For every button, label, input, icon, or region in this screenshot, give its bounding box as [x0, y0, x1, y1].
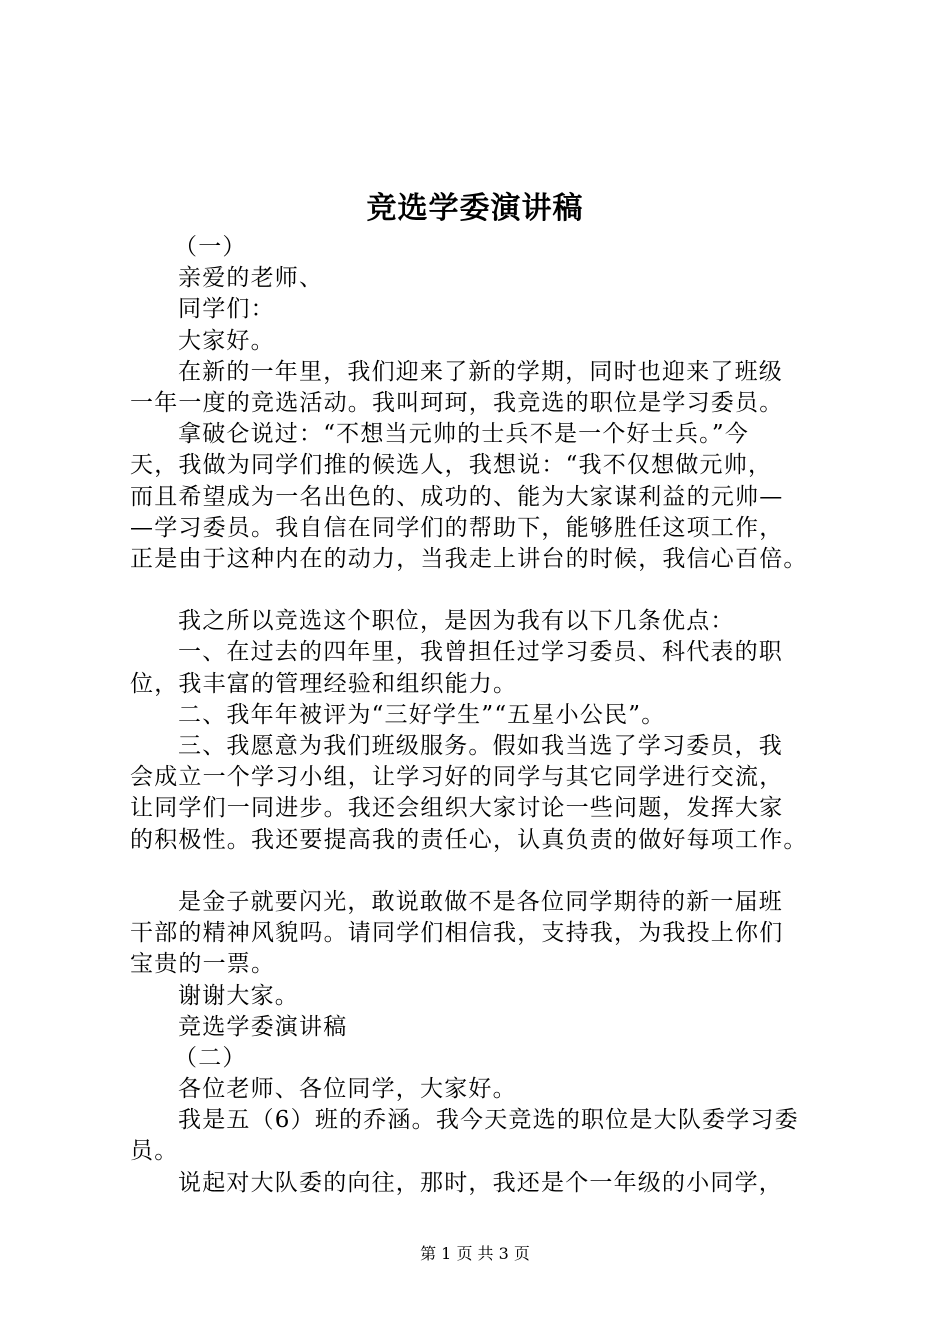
paragraph-line: 天，我做为同学们推的候选人，我想说：“我不仅想做元帅， [130, 452, 773, 479]
paragraph-line: （一） [174, 234, 247, 260]
paragraph-line: 我之所以竞选这个职位，是因为我有以下几条优点： [178, 608, 735, 635]
paragraph-line: 拿破仑说过：“不想当元帅的士兵不是一个好士兵。”今 [178, 421, 750, 448]
document-body [130, 232, 850, 1199]
paragraph-line: 会成立一个学习小组，让学习好的同学与其它同学进行交流， [130, 764, 784, 791]
paragraph-line: （二） [174, 1044, 247, 1071]
paragraph-line: 正是由于这种内在的动力，当我走上讲台的时候，我信心百倍。 [130, 545, 808, 572]
paragraph-line: 三、我愿意为我们班级服务。假如我当选了学习委员，我 [178, 733, 783, 759]
paragraph-line: 说起对大队委的向往，那时，我还是个一年级的小同学， [178, 1169, 783, 1196]
paragraph-line: 让同学们一同进步。我还会组织大家讨论一些问题，发挥大家 [130, 795, 784, 822]
paragraph-line: 同学们： [178, 296, 275, 323]
paragraph-line: 宝贵的一票。 [130, 951, 276, 978]
paragraph-line: 员。 [130, 1138, 179, 1165]
paragraph-line: 在新的一年里，我们迎来了新的学期，同时也迎来了班级 [178, 358, 783, 385]
paragraph-line: 大家好。 [178, 327, 275, 354]
paragraph-gap [130, 575, 850, 606]
paragraph-line: 而且希望成为一名出色的、成功的、能为大家谋利益的元帅— [130, 483, 784, 510]
page-footer: 第 1 页 共 3 页 [420, 1244, 530, 1263]
paragraph-gap [130, 856, 850, 887]
paragraph-line: 二、我年年被评为“三好学生”“五星小公民”。 [178, 701, 666, 728]
paragraph-line: 亲爱的老师、 [178, 265, 324, 292]
paragraph-line: 位，我丰富的管理经验和组织能力。 [130, 670, 518, 697]
page-title: 竞选学委演讲稿 [366, 191, 584, 226]
paragraph-line: 一年一度的竞选活动。我叫珂珂，我竞选的职位是学习委员。 [130, 389, 784, 416]
paragraph-line: 是金子就要闪光，敢说敢做不是各位同学期待的新一届班 [178, 888, 783, 915]
paragraph-line: 竞选学委演讲稿 [178, 1013, 348, 1040]
paragraph-line: 各位老师、各位同学，大家好。 [178, 1076, 517, 1103]
paragraph-line: 的积极性。我还要提高我的责任心，认真负责的做好每项工作。 [130, 826, 808, 853]
paragraph-line: —学习委员。我自信在同学们的帮助下，能够胜任这项工作， [130, 514, 784, 541]
paragraph-line: 一、在过去的四年里，我曾担任过学习委员、科代表的职 [178, 639, 783, 666]
paragraph-line: 干部的精神风貌吗。请同学们相信我，支持我，为我投上你们 [130, 920, 784, 947]
paragraph-line: 谢谢大家。 [178, 982, 299, 1009]
paragraph-line: 我是五（6）班的乔涵。我今天竞选的职位是大队委学习委 [178, 1107, 799, 1134]
